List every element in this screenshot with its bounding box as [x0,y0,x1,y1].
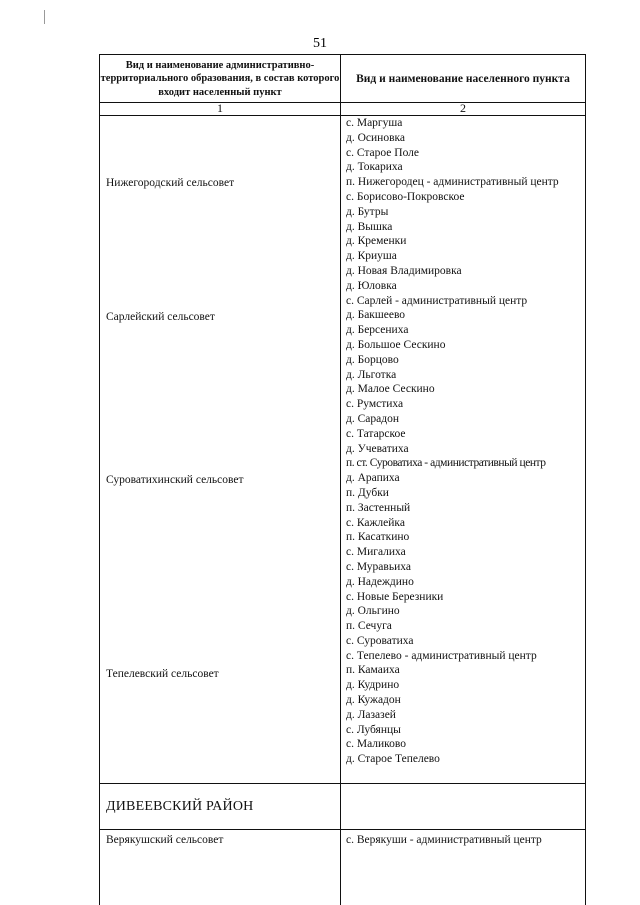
column-number-2: 2 [460,101,466,115]
list-item: с. Румстиха [346,398,404,411]
list-item: д. Вышка [346,220,393,233]
list-item: д. Сарадон [346,412,399,425]
list-item: д. Берсениха [346,324,409,337]
list-item: д. Борцово [346,353,399,366]
list-item: д. Льготка [346,368,397,381]
list-item: д. Кужадон [346,694,401,707]
header-col1: Вид и наименование административно-территориального образования, в состав которого входит населенный пункт [100,59,340,98]
district-heading: ДИВЕЕВСКИЙ РАЙОН [106,799,254,814]
council-sarleysky: Сарлейский сельсовет [106,311,215,323]
list-item: д. Большое Сескино [346,338,446,351]
district-row-top-border [100,783,585,784]
list-item: с. Кажлейка [346,516,405,529]
column-number-1: 1 [217,101,223,115]
list-item: п. Нижегородец - административный центр [346,176,559,189]
list-item: п. Сечуга [346,620,392,633]
district-row-bottom-border [100,829,585,830]
list-item: д. Кудрино [346,679,400,692]
list-item: с. Тепелево - административный центр [346,649,537,662]
list-item: с. Сарлей - административный центр [346,294,528,307]
list-item: д. Кременки [346,235,407,248]
settlement-veryakushi: с. Верякуши - административный центр [346,834,542,846]
list-item: д. Ольгино [346,605,400,618]
list-item: д. Малое Сескино [346,383,435,396]
list-item: д. Юловка [346,279,397,292]
list-item: п. Камаиха [346,664,400,677]
list-item: с. Маргуша [346,117,403,129]
list-item: п. Дубки [346,486,389,499]
column-divider [340,55,341,905]
list-item: п. Застенный [346,501,411,514]
list-item: д. Надеждино [346,575,414,588]
settlement-list [346,116,576,767]
list-item: с. Мигалиха [346,546,406,559]
list-item: д. Арапиха [346,472,400,485]
council-veryakushsky: Верякушский сельсовет [106,834,224,846]
list-item: с. Лубянцы [346,723,401,736]
list-item: д. Учеватиха [346,442,409,455]
list-item: п. ст. Суроватиха - административный центр [346,457,546,470]
list-item: д. Бутры [346,205,389,218]
settlements-table [99,54,586,905]
list-item: д. Криуша [346,250,397,263]
list-item: с. Суроватиха [346,634,414,647]
margin-mark [44,10,45,24]
list-item: д. Бакшеево [346,309,406,322]
list-item: д. Новая Владимировка [346,264,462,277]
list-item: с. Маликово [346,738,407,751]
list-item: с. Татарское [346,427,406,440]
list-item: д. Старое Тепелево [346,753,440,766]
page-number: 51 [313,36,327,51]
list-item: д. Осиновка [346,131,406,144]
council-surovatikhinsky: Суроватихинский сельсовет [106,474,244,486]
list-item: с. Старое Поле [346,146,420,159]
council-tepelevsky: Тепелевский сельсовет [106,668,219,680]
council-nizhegorodsky: Нижегородский сельсовет [106,177,235,189]
list-item: п. Касаткино [346,531,410,544]
list-item: с. Борисово-Покровское [346,190,465,203]
header-col2: Вид и наименование населенного пункта [356,72,570,85]
list-item: д. Токариха [346,161,403,174]
list-item: д. Лазазей [346,708,396,721]
list-item: с. Новые Березники [346,590,444,603]
list-item: с. Муравьиха [346,560,411,573]
